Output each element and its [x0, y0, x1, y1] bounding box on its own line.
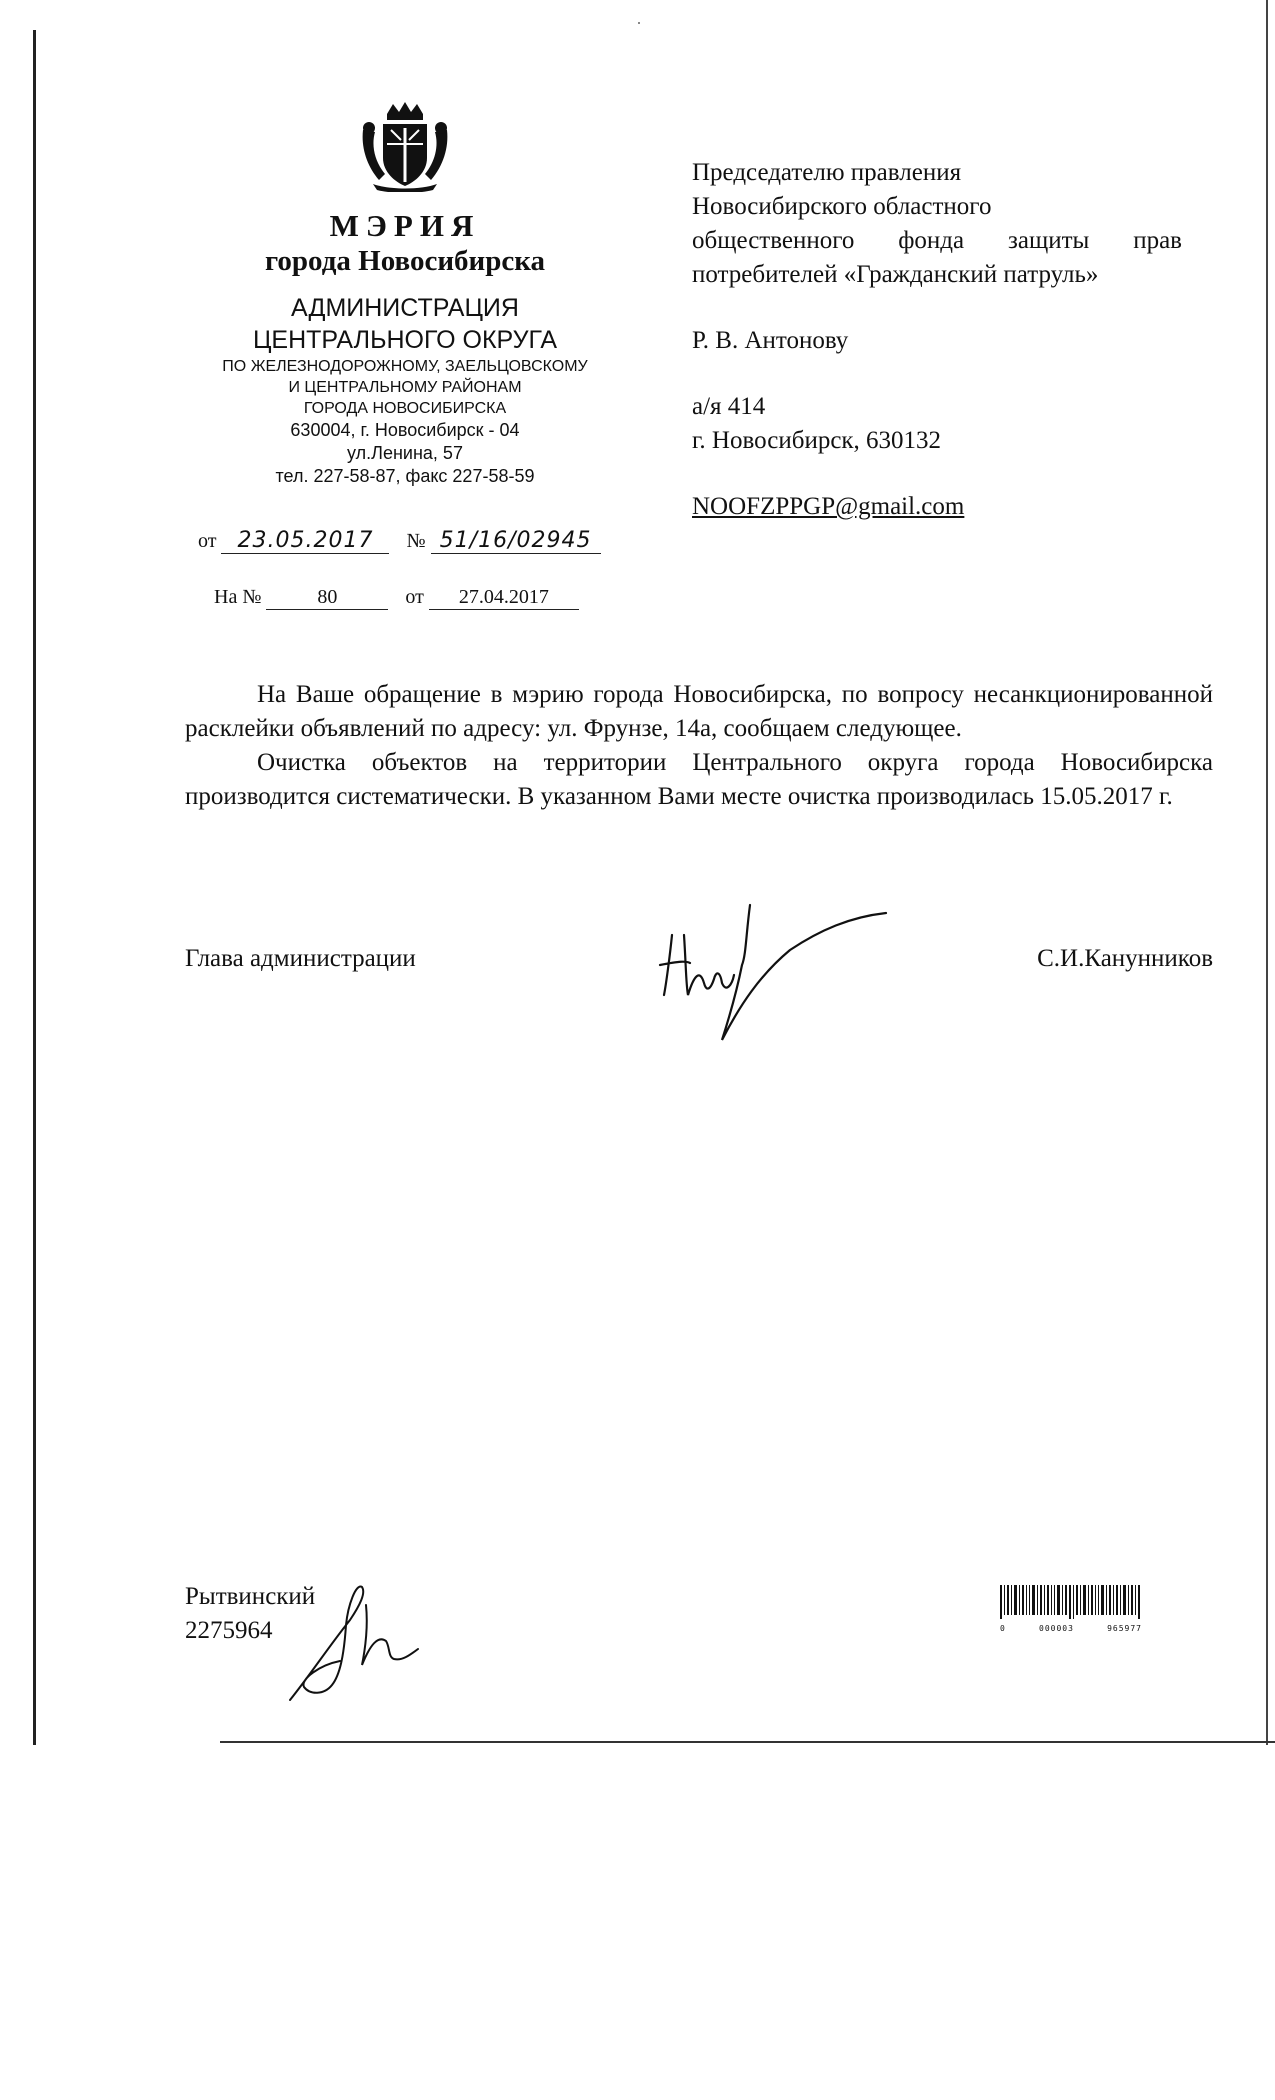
outgoing-date: 23.05.2017: [221, 528, 389, 554]
reference-line: [214, 586, 579, 610]
reference-date: 27.04.2017: [429, 586, 579, 610]
admin-title-line1: АДМИНИСТРАЦИЯ: [291, 294, 519, 322]
addressee-line4: потребителей «Гражданский патруль»: [692, 261, 1099, 288]
letterhead: [170, 100, 640, 488]
document-barcode: [1000, 1585, 1142, 1631]
barcode-digits-left: 0: [1000, 1624, 1006, 1633]
reference-number: 80: [266, 586, 388, 610]
office-phone: тел. 227-58-87, факс 227-58-59: [275, 466, 535, 486]
date-prefix: от: [198, 530, 217, 552]
signatory-name: С.И.Канунников: [1037, 945, 1213, 972]
addressee-name: Р. В. Антонову: [692, 327, 849, 354]
letter-body: [185, 678, 1213, 814]
barcode-bars: [1000, 1585, 1142, 1619]
admin-title-line2: ЦЕНТРАЛЬНОГО ОКРУГА: [252, 326, 558, 354]
number-prefix: №: [406, 530, 426, 552]
handwritten-signature: [650, 895, 890, 1045]
coat-of-arms-icon: [357, 100, 453, 192]
scan-right-edge: [1266, 0, 1268, 1745]
addressee-line3: общественного фонда защиты прав: [692, 227, 1182, 254]
office-address-line1: 630004, г. Новосибирск - 04: [290, 420, 520, 440]
executor-initials-signature: [270, 1565, 430, 1715]
executor-name: Рытвинский: [185, 1583, 316, 1610]
body-paragraph-2: Очистка объектов на территории Центрального округа города Новосибирска производится систематически. В указанном Вами месте очистка производилась 15.05.2017 г.: [185, 749, 1213, 810]
admin-subtitle-line3: ГОРОДА НОВОСИБИРСКА: [303, 400, 507, 417]
addressee-line2: Новосибирского областного: [692, 193, 992, 220]
outgoing-number: 51/16/02945: [431, 528, 601, 554]
admin-subtitle-line2: И ЦЕНТРАЛЬНОМУ РАЙОНАМ: [288, 379, 522, 396]
scan-bottom-edge: [220, 1741, 1275, 1743]
addressee-block: [692, 156, 1182, 524]
letterhead-title: МЭРИЯ: [329, 208, 481, 243]
addressee-line1: Председателю правления: [692, 159, 962, 186]
letterhead-city: города Новосибирска: [264, 245, 546, 277]
barcode-digits-mid: 000003: [1039, 1624, 1074, 1633]
scan-left-edge: [33, 30, 36, 1745]
barcode-number: [1000, 1624, 1142, 1633]
reference-prefix: На №: [214, 586, 262, 608]
admin-subtitle-line1: ПО ЖЕЛЕЗНОДОРОЖНОМУ, ЗАЕЛЬЦОВСКОМУ: [222, 358, 588, 375]
reference-date-prefix: от: [405, 586, 424, 608]
addressee-email[interactable]: NOOFZPPGP@gmail.com: [692, 493, 965, 520]
body-paragraph-1: На Ваше обращение в мэрию города Новосибирска, по вопросу несанкционированной расклейки объявлений по адресу: ул. Фрунзе, 14а, сообщаем следующее.: [185, 681, 1213, 742]
addressee-city: г. Новосибирск, 630132: [692, 427, 942, 454]
barcode-digits-right: 965977: [1107, 1624, 1142, 1633]
scan-speck: [638, 22, 640, 24]
addressee-po-box: а/я 414: [692, 393, 766, 420]
executor-phone: 2275964: [185, 1617, 273, 1644]
outgoing-registration: [198, 528, 601, 554]
office-address-line2: ул.Ленина, 57: [347, 443, 463, 463]
signatory-title: Глава администрации: [185, 945, 416, 972]
